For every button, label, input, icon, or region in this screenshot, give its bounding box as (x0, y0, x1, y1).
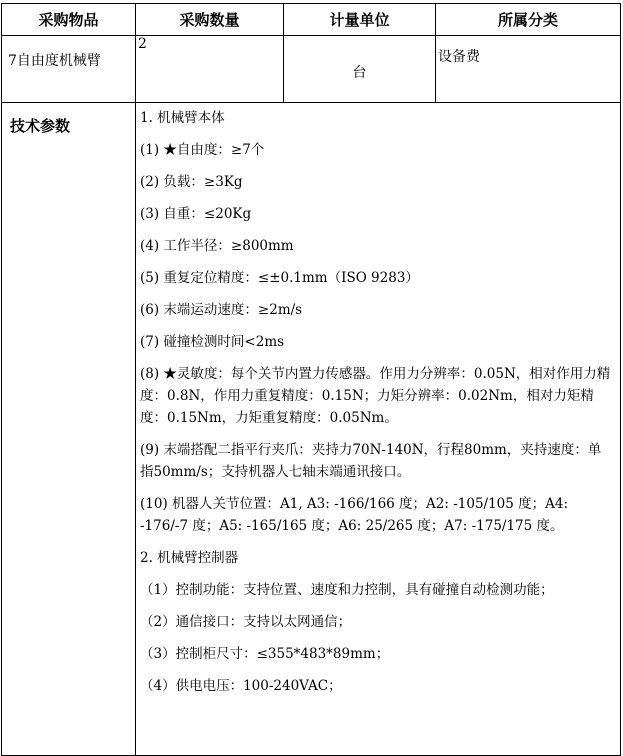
cell-category: 设备费 (436, 36, 621, 103)
tech-label: 技术参数 (2, 103, 136, 756)
item-row (2, 36, 621, 103)
param-line: (6) 末端运动速度：≥2m/s (140, 302, 303, 318)
param-line: (7) 碰撞检测时间<2ms (140, 334, 285, 350)
header-item: 采购物品 (2, 4, 136, 36)
param-line: (2) 负载：≥3Kg (140, 174, 243, 190)
param-line: (9) 末端搭配二指平行夹爪：夹持力70N-140N，行程80mm，夹持速度：单指50mm/s；支持机器人七轴末端通讯接口。 (140, 442, 602, 480)
cell-item: 7自由度机械臂 (2, 36, 136, 103)
header-category: 所属分类 (436, 4, 621, 36)
tech-params (136, 103, 621, 756)
param-line: (3) 自重：≤20Kg (140, 206, 252, 222)
header-row (2, 4, 621, 36)
cell-quantity: 2 (136, 36, 284, 103)
header-unit: 计量单位 (284, 4, 436, 36)
param-line: (4) 工作半径：≥800mm (140, 238, 294, 254)
param-line: （1）控制功能：支持位置、速度和力控制，具有碰撞自动检测功能； (140, 582, 554, 598)
param-line: （2）通信接口：支持以太网通信； (140, 614, 352, 630)
param-line: （4）供电电压：100-240VAC； (140, 678, 342, 694)
param-line: 1. 机械臂本体 (140, 110, 225, 126)
param-line: 2. 机械臂控制器 (140, 550, 239, 566)
procurement-table (1, 3, 621, 756)
param-line: (5) 重复定位精度：≤±0.1mm（ISO 9283） (140, 270, 419, 286)
param-line: (10) 机器人关节位置：A1, A3: -166/166 度；A2: -105/105 度；A4: -176/-7 度；A5: -165/165 度；A6: 25/265 度；A7: -175/175 度。 (140, 496, 569, 534)
param-line: （3）控制柜尺寸：≤355*483*89mm； (140, 646, 390, 662)
param-line: (1) ★自由度：≥7个 (140, 142, 265, 158)
tech-row (2, 103, 621, 756)
cell-unit: 台 (284, 36, 436, 103)
param-line: (8) ★灵敏度：每个关节内置力传感器。作用力分辨率：0.05N，相对作用力精度：0.8N，作用力重复精度：0.15N；力矩分辨率：0.02Nm，相对力矩精度：0.15Nm，力矩重复精度：0.05Nm。 (140, 366, 611, 426)
header-quantity: 采购数量 (136, 4, 284, 36)
